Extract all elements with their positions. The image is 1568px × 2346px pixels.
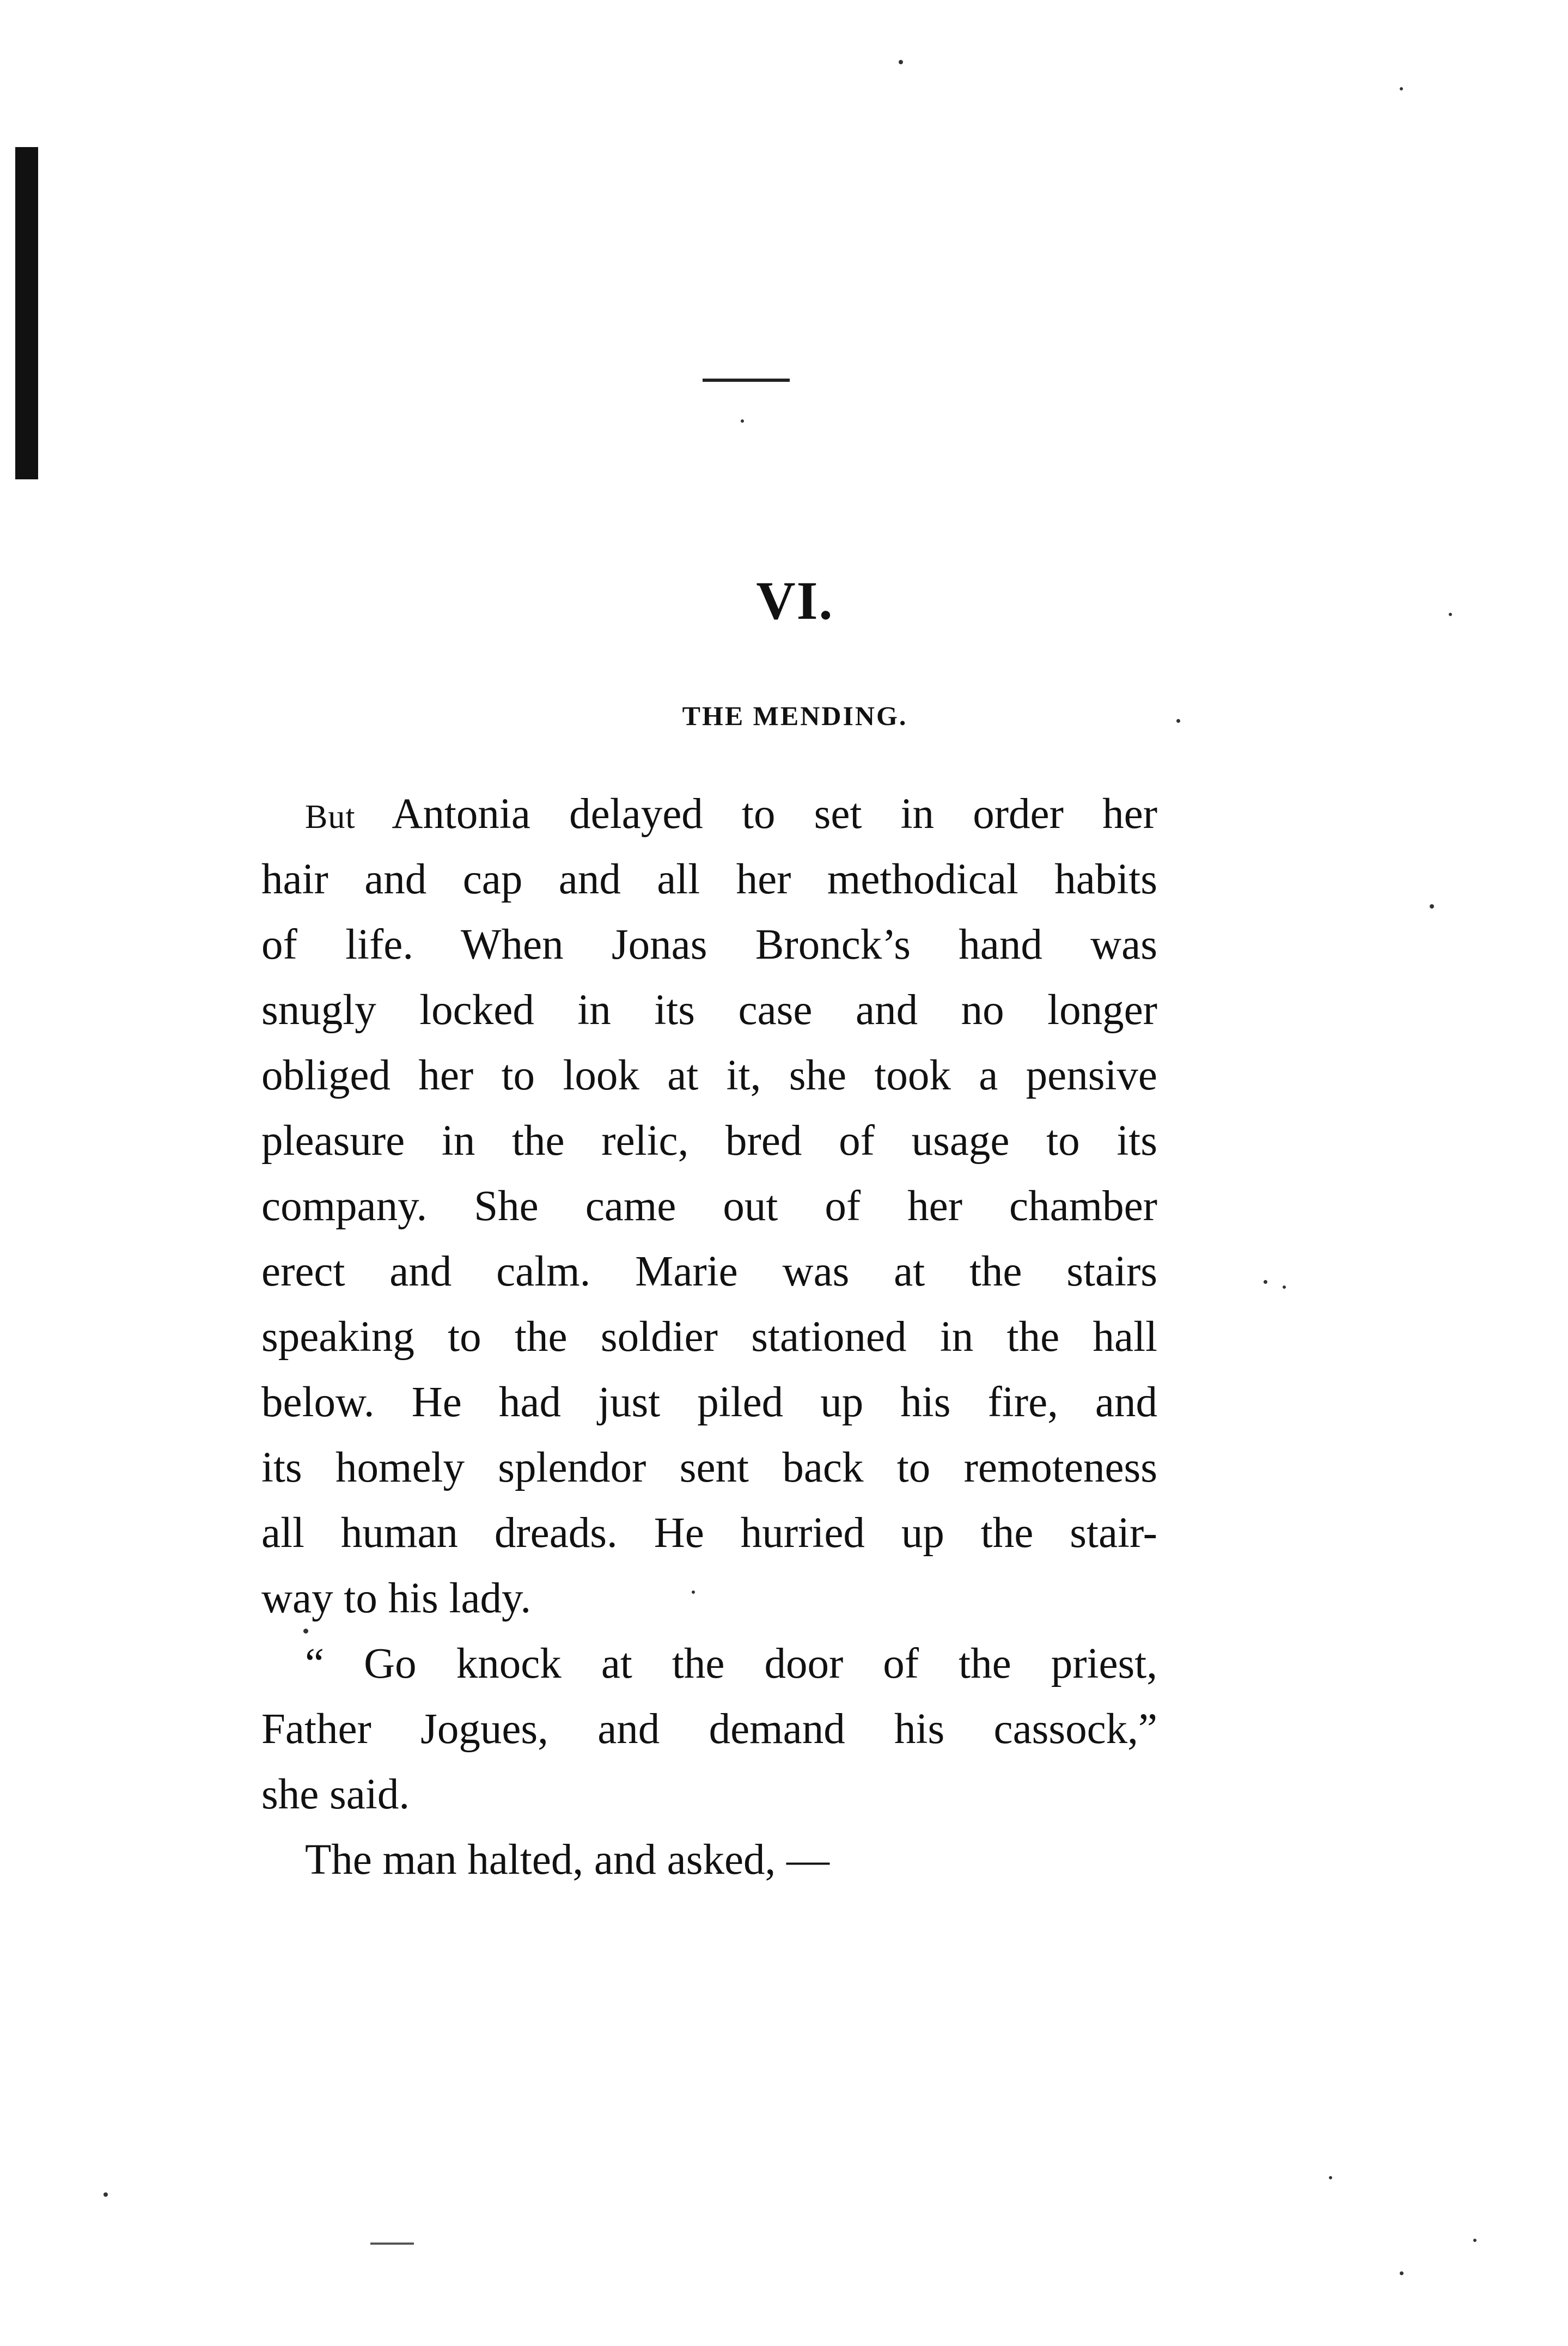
text-line-1: But Antonia delayed to set in order her [305, 790, 1157, 838]
drop-smallcaps: But [305, 799, 356, 836]
text-line-13: way to his lady. [261, 1575, 532, 1622]
top-rule-mark [703, 379, 790, 382]
text-line-7: company. She came out of her chamber [261, 1183, 1157, 1230]
text-line-15: Father Jogues, and demand his cassock,” [261, 1705, 1157, 1753]
speck [1430, 904, 1434, 909]
scan-edge-shadow [15, 147, 38, 479]
text-line-12: all human dreads. He hurried up the stair- [261, 1509, 1157, 1557]
text-line-11: its homely splendor sent back to remoteness [261, 1444, 1157, 1491]
text-line-6: pleasure in the relic, bred of usage to its [261, 1117, 1157, 1165]
speck [1329, 2176, 1332, 2179]
speck [1400, 2271, 1404, 2275]
chapter-number: VI. [756, 570, 834, 631]
text-line-14: “ Go knock at the door of the priest, [305, 1640, 1157, 1687]
speck [1400, 87, 1403, 90]
speck [741, 419, 744, 423]
speck [1264, 1280, 1267, 1284]
speck [692, 1591, 695, 1594]
text-line-4: snugly locked in its case and no longer [261, 986, 1157, 1034]
speck [1283, 1285, 1286, 1289]
text-line-9: speaking to the soldier stationed in the hall [261, 1313, 1157, 1361]
chapter-title: THE MENDING. [682, 700, 908, 731]
text-line-8: erect and calm. Marie was at the stairs [261, 1248, 1157, 1295]
bottom-rule-mark [370, 2243, 414, 2245]
speck [1473, 2239, 1477, 2242]
text-line-16: she said. [261, 1771, 410, 1818]
speck [1449, 613, 1452, 616]
text-line-5: obliged her to look at it, she took a pensive [261, 1052, 1157, 1099]
text-line-17: The man halted, and asked, — [305, 1836, 830, 1884]
text-line-3: of life. When Jonas Bronck’s hand was [261, 921, 1157, 968]
speck [1176, 719, 1180, 723]
speck [303, 1629, 308, 1634]
speck [103, 2192, 108, 2197]
speck [899, 60, 903, 64]
text-line-10: below. He had just piled up his fire, and [261, 1379, 1157, 1426]
text-line-2: hair and cap and all her methodical habits [261, 856, 1157, 903]
